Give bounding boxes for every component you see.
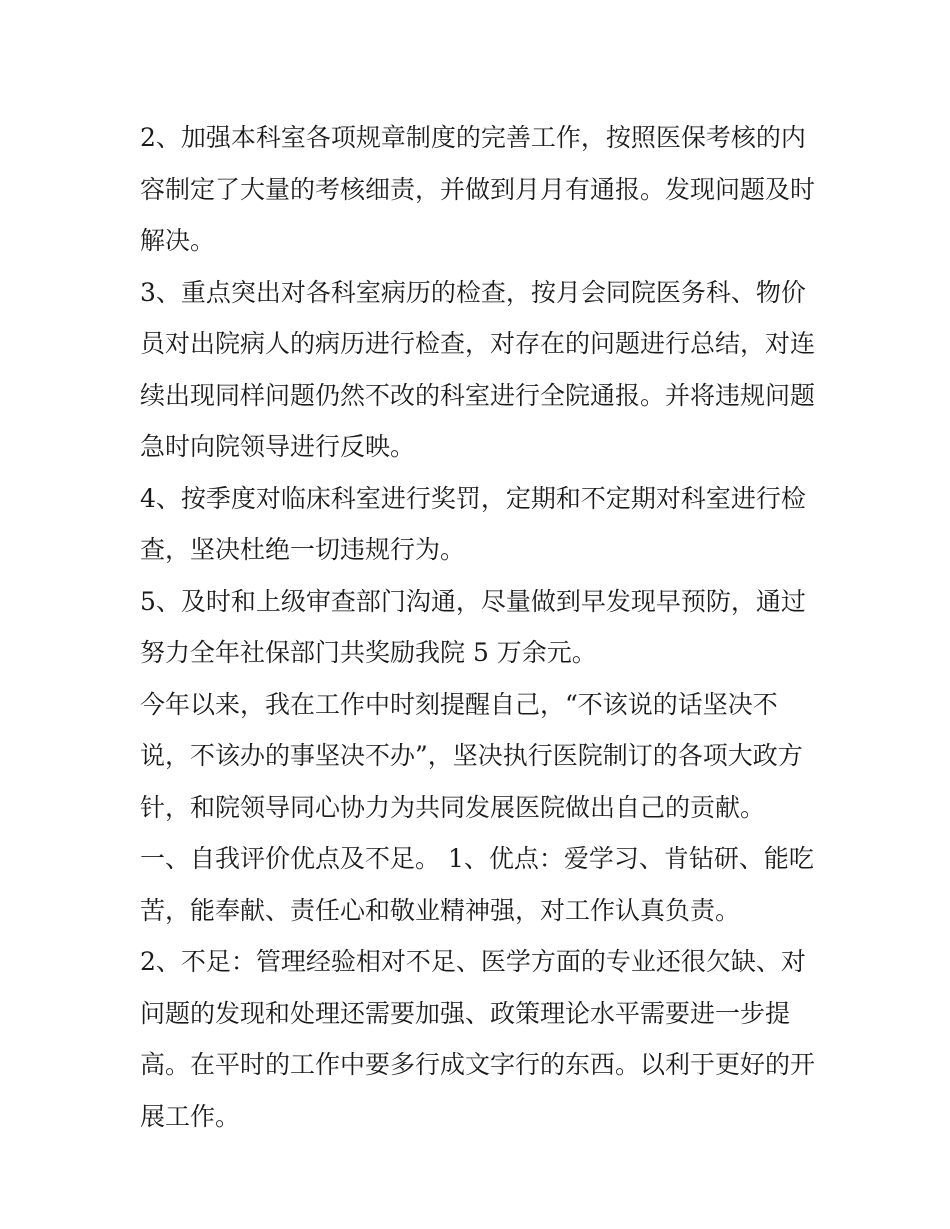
text-line-5: 员对出院病人的病历进行检查，对存在的问题进行总结，对连 [140,329,816,358]
text-line-16: 苦，能奉献、责任心和敬业精神强，对工作认真负责。 [140,895,741,925]
text-line-11: 努力全年社保部门共奖励我院 5 万余元。 [140,638,597,667]
text-line-15: 一、自我评价优点及不足。 1、优点：爱学习、肯钻研、能吃 [140,844,814,873]
text-line-2: 容制定了大量的考核细责，并做到月月有通报。发现问题及时 [140,174,816,204]
text-line-7: 急时向院领导进行反映。 [140,432,416,461]
text-line-6: 续出现同样问题仍然不改的科室进行全院通报。并将违规问题 [140,380,816,410]
text-line-3: 解决。 [140,226,216,255]
text-line-18: 问题的发现和处理还需要加强、政策理论水平需要进一步提 [140,998,791,1028]
text-line-17: 2、不足：管理经验相对不足、医学方面的专业还很欠缺、对 [140,947,806,976]
text-line-14: 针，和院领导同心协力为共同发展医院做出自己的贡献。 [140,792,766,822]
text-line-4: 3、重点突出对各科室病历的检查，按月会同院医务科、物价 [140,277,806,307]
text-line-10: 5、及时和上级审查部门沟通，尽量做到早发现早预防，通过 [140,586,806,616]
text-line-19: 高。在平时的工作中要多行成文字行的东西。以利于更好的开 [140,1050,816,1079]
document-body [140,112,820,1142]
text-line-20: 展工作。 [140,1101,241,1131]
text-line-13: 说，不该办的事坚决不办”，坚决执行医院制订的各项大政方 [140,741,803,770]
text-line-1: 2、加强本科室各项规章制度的完善工作，按照医保考核的内 [140,123,806,152]
text-line-9: 查，坚决杜绝一切违规行为。 [140,535,466,564]
text-line-12: 今年以来，我在工作中时刻提醒自己，“不该说的话坚决不 [140,689,778,719]
text-line-8: 4、按季度对临床科室进行奖罚，定期和不定期对科室进行检 [140,483,806,513]
